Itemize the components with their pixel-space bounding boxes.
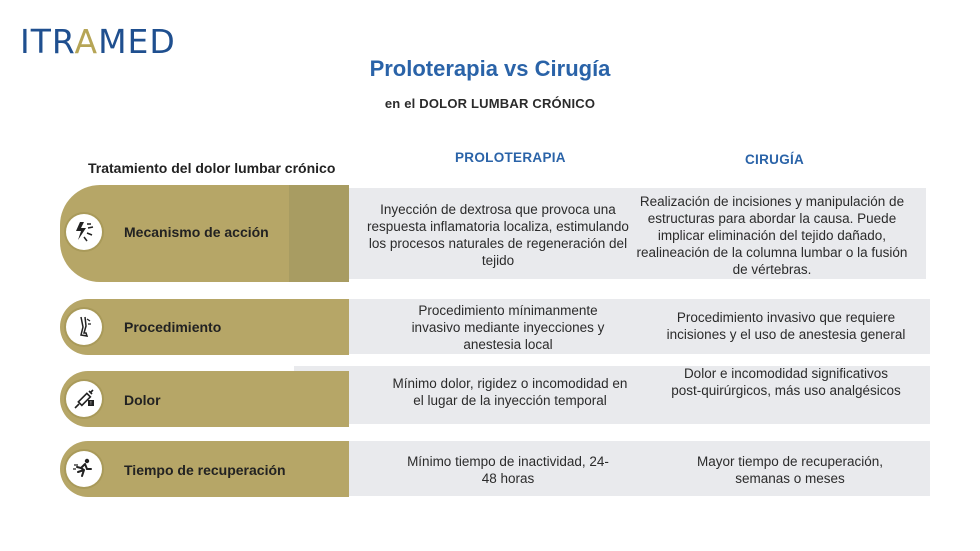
- row-label-band-overlay: [289, 185, 349, 282]
- running-person-icon: [66, 451, 102, 487]
- row-label-mecanismo: Mecanismo de acción: [124, 224, 269, 240]
- row-label-recuperacion: Tiempo de recuperación: [124, 462, 286, 478]
- syringe-icon: [66, 381, 102, 417]
- leg-icon: [66, 309, 102, 345]
- cell-cirugia-recuperacion: Mayor tiempo de recuperación, semanas o meses: [696, 454, 884, 486]
- cell-prolo-procedimiento: Procedimiento mínimanmente invasivo mediante inyecciones y anestesia local: [411, 303, 605, 352]
- cell-cirugia-dolor: Dolor e incomodidad significativos post-quirúrgicos, más uso analgésicos: [671, 366, 901, 398]
- column-header-proloterapia: PROLOTERAPIA: [455, 150, 566, 165]
- page-title: Proloterapia vs Cirugía: [369, 56, 611, 81]
- column-header-cirugia: CIRUGÍA: [745, 152, 805, 167]
- cell-prolo-mecanismo: Inyección de dextrosa que provoca una respuesta inflamatoria localiza, estimulando los procesos naturales de regeneración del tejido: [367, 202, 629, 268]
- row-label-procedimiento: Procedimiento: [124, 319, 222, 335]
- treatment-header: Tratamiento del dolor lumbar crónico: [88, 160, 336, 176]
- cell-prolo-recuperacion: Mínimo tiempo de inactividad, 24-48 horas: [407, 454, 609, 486]
- row-label-dolor: Dolor: [124, 392, 161, 408]
- itramed-logo: ITRAMED: [20, 22, 176, 61]
- page-subtitle: en el DOLOR LUMBAR CRÓNICO: [384, 96, 596, 111]
- cell-prolo-dolor: Mínimo dolor, rigidez o incomodidad en el lugar de la inyección temporal: [392, 376, 628, 408]
- cell-cirugia-mecanismo: Realización de incisiones y manipulación de estructuras para abordar la causa. Puede implicar eliminación del tejido dañado, realineación de la columna lumbar o la fusión de vértebras.: [636, 194, 908, 277]
- svg-text:!: !: [90, 401, 92, 407]
- lightning-pain-icon: [66, 214, 102, 250]
- cell-cirugia-procedimiento: Procedimiento invasivo que requiere incisiones y el uso de anestesia general: [666, 310, 906, 342]
- row-label-band-pain: [60, 371, 349, 427]
